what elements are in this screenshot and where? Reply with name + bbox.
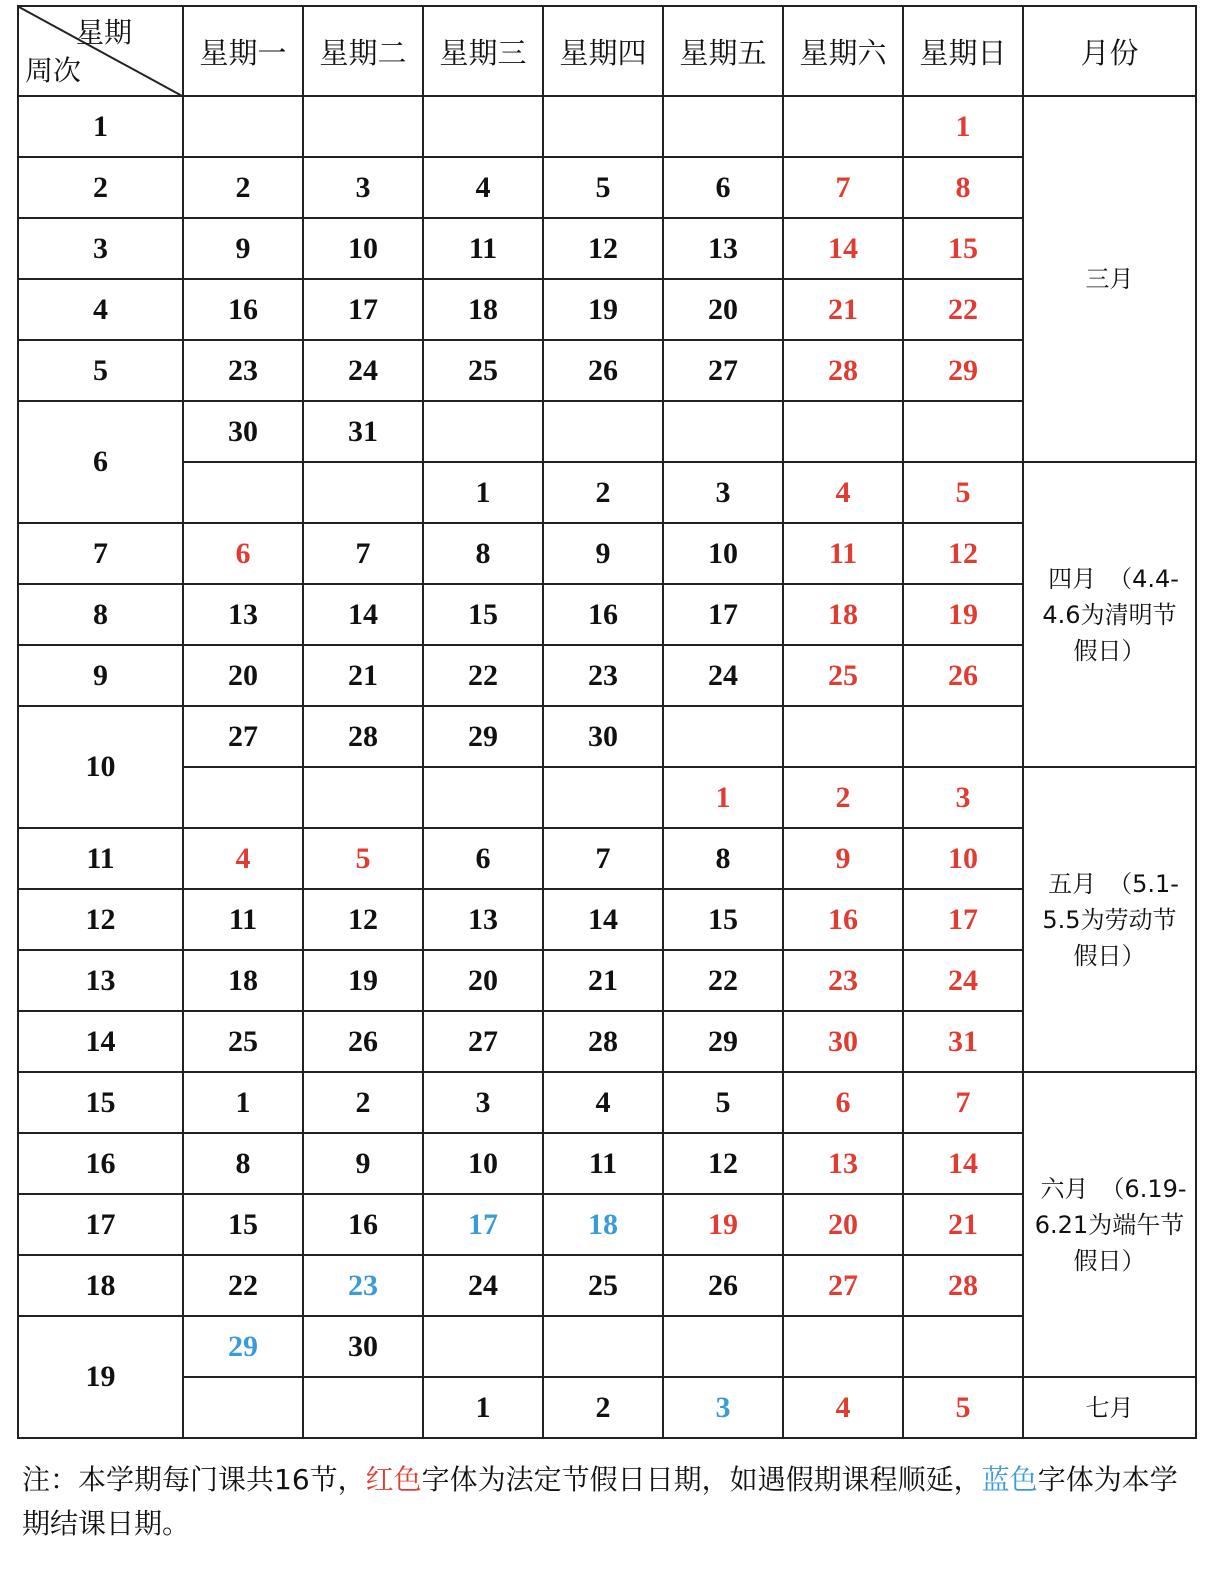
table-row bbox=[18, 645, 1196, 706]
date-cell: 29 bbox=[663, 1011, 783, 1072]
header-row bbox=[18, 6, 1196, 96]
date-cell: 24 bbox=[903, 950, 1023, 1011]
date-cell: 11 bbox=[423, 218, 543, 279]
date-cell bbox=[783, 96, 903, 157]
date-cell bbox=[183, 96, 303, 157]
week-number-cell: 18 bbox=[18, 1255, 183, 1316]
date-cell: 9 bbox=[303, 1133, 423, 1194]
week-number-cell: 16 bbox=[18, 1133, 183, 1194]
month-label-line: 6.21为端午节 bbox=[1034, 1210, 1185, 1239]
date-cell: 31 bbox=[903, 1011, 1023, 1072]
week-number-cell: 13 bbox=[18, 950, 183, 1011]
table-row bbox=[18, 340, 1196, 401]
date-cell: 30 bbox=[303, 1316, 423, 1377]
date-cell: 15 bbox=[903, 218, 1023, 279]
week-number-cell: 10 bbox=[18, 706, 183, 828]
date-cell: 3 bbox=[903, 767, 1023, 828]
date-cell: 1 bbox=[903, 96, 1023, 157]
date-cell: 20 bbox=[783, 1194, 903, 1255]
table-row bbox=[18, 1316, 1196, 1377]
date-cell: 27 bbox=[663, 340, 783, 401]
date-cell: 27 bbox=[783, 1255, 903, 1316]
date-cell: 19 bbox=[303, 950, 423, 1011]
date-cell: 2 bbox=[543, 462, 663, 523]
month-label-line: 5.5为劳动节 bbox=[1042, 905, 1177, 934]
date-cell: 16 bbox=[183, 279, 303, 340]
corner-weekday-label: 星期 bbox=[75, 16, 132, 49]
date-cell: 8 bbox=[183, 1133, 303, 1194]
table-row bbox=[18, 828, 1196, 889]
date-cell: 12 bbox=[543, 218, 663, 279]
date-cell: 4 bbox=[423, 157, 543, 218]
date-cell: 27 bbox=[423, 1011, 543, 1072]
date-cell: 18 bbox=[783, 584, 903, 645]
month-label-line: 假日） bbox=[1073, 941, 1146, 970]
date-cell: 15 bbox=[183, 1194, 303, 1255]
date-cell: 22 bbox=[663, 950, 783, 1011]
date-cell: 23 bbox=[183, 340, 303, 401]
date-cell bbox=[183, 1377, 303, 1438]
date-cell: 6 bbox=[783, 1072, 903, 1133]
date-cell bbox=[543, 96, 663, 157]
date-cell: 16 bbox=[783, 889, 903, 950]
date-cell bbox=[183, 767, 303, 828]
date-cell bbox=[543, 401, 663, 462]
date-cell: 2 bbox=[543, 1377, 663, 1438]
date-cell: 29 bbox=[423, 706, 543, 767]
date-cell bbox=[303, 96, 423, 157]
date-cell: 16 bbox=[303, 1194, 423, 1255]
month-label bbox=[1040, 866, 1179, 974]
date-cell: 25 bbox=[183, 1011, 303, 1072]
month-label-line: 4.6为清明节 bbox=[1042, 600, 1177, 629]
date-cell: 14 bbox=[903, 1133, 1023, 1194]
date-cell: 5 bbox=[543, 157, 663, 218]
date-cell: 6 bbox=[183, 523, 303, 584]
date-cell: 28 bbox=[303, 706, 423, 767]
date-cell: 9 bbox=[783, 828, 903, 889]
date-cell: 26 bbox=[903, 645, 1023, 706]
date-cell: 24 bbox=[663, 645, 783, 706]
date-cell: 17 bbox=[303, 279, 423, 340]
date-cell: 15 bbox=[663, 889, 783, 950]
month-header: 月份 bbox=[1023, 6, 1196, 96]
semester-calendar-table bbox=[17, 5, 1197, 1439]
date-cell: 14 bbox=[783, 218, 903, 279]
footnote bbox=[22, 1458, 1192, 1546]
date-cell: 26 bbox=[663, 1255, 783, 1316]
table-row bbox=[18, 767, 1196, 828]
table-row bbox=[18, 157, 1196, 218]
date-cell bbox=[663, 706, 783, 767]
note-red-word: 红色 bbox=[365, 1463, 422, 1496]
date-cell: 17 bbox=[903, 889, 1023, 950]
date-cell: 4 bbox=[183, 828, 303, 889]
date-cell: 6 bbox=[423, 828, 543, 889]
date-cell: 28 bbox=[903, 1255, 1023, 1316]
date-cell: 5 bbox=[663, 1072, 783, 1133]
date-cell: 21 bbox=[903, 1194, 1023, 1255]
month-label-line: 假日） bbox=[1073, 636, 1146, 665]
table-row bbox=[18, 462, 1196, 523]
date-cell: 22 bbox=[183, 1255, 303, 1316]
month-cell bbox=[1023, 767, 1196, 1072]
month-cell: 七月 bbox=[1023, 1377, 1196, 1438]
date-cell: 12 bbox=[903, 523, 1023, 584]
date-cell: 13 bbox=[783, 1133, 903, 1194]
date-cell: 19 bbox=[903, 584, 1023, 645]
date-cell bbox=[903, 706, 1023, 767]
date-cell: 24 bbox=[423, 1255, 543, 1316]
table-row bbox=[18, 96, 1196, 157]
date-cell: 12 bbox=[663, 1133, 783, 1194]
week-number-cell: 12 bbox=[18, 889, 183, 950]
date-cell: 30 bbox=[183, 401, 303, 462]
date-cell: 10 bbox=[303, 218, 423, 279]
week-number-cell: 5 bbox=[18, 340, 183, 401]
corner-week-label: 周次 bbox=[25, 54, 82, 87]
week-number-cell: 2 bbox=[18, 157, 183, 218]
date-cell: 26 bbox=[303, 1011, 423, 1072]
month-label-line: 六月 （6.19- bbox=[1040, 1174, 1187, 1203]
table-row bbox=[18, 218, 1196, 279]
date-cell: 13 bbox=[183, 584, 303, 645]
date-cell bbox=[663, 96, 783, 157]
date-cell: 14 bbox=[543, 889, 663, 950]
date-cell: 23 bbox=[303, 1255, 423, 1316]
month-cell bbox=[1023, 462, 1196, 767]
week-number-cell: 15 bbox=[18, 1072, 183, 1133]
date-cell: 3 bbox=[663, 462, 783, 523]
week-number-cell: 4 bbox=[18, 279, 183, 340]
date-cell: 21 bbox=[543, 950, 663, 1011]
date-cell bbox=[423, 401, 543, 462]
date-cell: 3 bbox=[303, 157, 423, 218]
date-cell: 25 bbox=[783, 645, 903, 706]
day-header-thu: 星期四 bbox=[543, 6, 663, 96]
week-number-cell: 3 bbox=[18, 218, 183, 279]
month-label-line: 五月 （5.1- bbox=[1048, 869, 1179, 898]
date-cell: 22 bbox=[423, 645, 543, 706]
date-cell: 6 bbox=[663, 157, 783, 218]
month-cell: 三月 bbox=[1023, 96, 1196, 462]
date-cell: 15 bbox=[423, 584, 543, 645]
date-cell: 7 bbox=[303, 523, 423, 584]
calendar-body bbox=[18, 96, 1196, 1438]
date-cell: 2 bbox=[183, 157, 303, 218]
date-cell: 18 bbox=[543, 1194, 663, 1255]
table-row bbox=[18, 279, 1196, 340]
week-number-cell: 19 bbox=[18, 1316, 183, 1438]
day-header-mon: 星期一 bbox=[183, 6, 303, 96]
date-cell: 22 bbox=[903, 279, 1023, 340]
day-header-fri: 星期五 bbox=[663, 6, 783, 96]
date-cell: 26 bbox=[543, 340, 663, 401]
date-cell bbox=[663, 1316, 783, 1377]
table-row bbox=[18, 1377, 1196, 1438]
date-cell bbox=[663, 401, 783, 462]
date-cell: 1 bbox=[423, 462, 543, 523]
table-row bbox=[18, 950, 1196, 1011]
date-cell bbox=[183, 462, 303, 523]
table-row bbox=[18, 889, 1196, 950]
date-cell: 10 bbox=[423, 1133, 543, 1194]
date-cell: 4 bbox=[543, 1072, 663, 1133]
date-cell bbox=[423, 767, 543, 828]
table-row bbox=[18, 1194, 1196, 1255]
date-cell: 18 bbox=[183, 950, 303, 1011]
date-cell: 3 bbox=[663, 1377, 783, 1438]
day-header-wed: 星期三 bbox=[423, 6, 543, 96]
table-row bbox=[18, 1011, 1196, 1072]
date-cell: 11 bbox=[543, 1133, 663, 1194]
date-cell: 21 bbox=[303, 645, 423, 706]
week-number-cell: 14 bbox=[18, 1011, 183, 1072]
note-blue-word: 蓝色 bbox=[981, 1463, 1038, 1496]
table-row bbox=[18, 1072, 1196, 1133]
date-cell: 4 bbox=[783, 1377, 903, 1438]
week-number-cell: 1 bbox=[18, 96, 183, 157]
date-cell bbox=[783, 1316, 903, 1377]
date-cell: 20 bbox=[663, 279, 783, 340]
date-cell: 23 bbox=[543, 645, 663, 706]
month-cell bbox=[1023, 1072, 1196, 1377]
date-cell: 19 bbox=[663, 1194, 783, 1255]
table-row bbox=[18, 1255, 1196, 1316]
month-label bbox=[1032, 1171, 1186, 1279]
note-text-3: 字体为本学期结课日期。 bbox=[22, 1463, 1178, 1540]
date-cell: 29 bbox=[183, 1316, 303, 1377]
date-cell: 5 bbox=[903, 1377, 1023, 1438]
date-cell: 12 bbox=[303, 889, 423, 950]
date-cell bbox=[903, 1316, 1023, 1377]
week-number-cell: 11 bbox=[18, 828, 183, 889]
month-label bbox=[1040, 561, 1179, 669]
date-cell: 16 bbox=[543, 584, 663, 645]
date-cell: 10 bbox=[663, 523, 783, 584]
date-cell: 27 bbox=[183, 706, 303, 767]
date-cell: 4 bbox=[783, 462, 903, 523]
date-cell: 11 bbox=[783, 523, 903, 584]
date-cell: 25 bbox=[423, 340, 543, 401]
note-text-1: 注：本学期每门课共16节， bbox=[22, 1463, 366, 1496]
date-cell: 8 bbox=[663, 828, 783, 889]
date-cell: 5 bbox=[303, 828, 423, 889]
date-cell: 7 bbox=[543, 828, 663, 889]
table-row bbox=[18, 1133, 1196, 1194]
date-cell: 18 bbox=[423, 279, 543, 340]
date-cell: 9 bbox=[543, 523, 663, 584]
day-header-sat: 星期六 bbox=[783, 6, 903, 96]
week-number-cell: 8 bbox=[18, 584, 183, 645]
date-cell: 7 bbox=[903, 1072, 1023, 1133]
date-cell bbox=[423, 1316, 543, 1377]
date-cell: 14 bbox=[303, 584, 423, 645]
month-label-line: 假日） bbox=[1073, 1246, 1146, 1275]
date-cell: 29 bbox=[903, 340, 1023, 401]
date-cell: 23 bbox=[783, 950, 903, 1011]
table-row bbox=[18, 584, 1196, 645]
date-cell: 1 bbox=[183, 1072, 303, 1133]
date-cell: 3 bbox=[423, 1072, 543, 1133]
date-cell: 25 bbox=[543, 1255, 663, 1316]
date-cell: 31 bbox=[303, 401, 423, 462]
table-row bbox=[18, 523, 1196, 584]
date-cell: 17 bbox=[663, 584, 783, 645]
date-cell: 2 bbox=[783, 767, 903, 828]
date-cell: 8 bbox=[423, 523, 543, 584]
date-cell: 5 bbox=[903, 462, 1023, 523]
corner-header-cell bbox=[18, 6, 183, 96]
note-text-2: 字体为法定节假日日期，如遇假期课程顺延， bbox=[421, 1463, 982, 1496]
date-cell bbox=[423, 96, 543, 157]
date-cell: 20 bbox=[183, 645, 303, 706]
date-cell: 28 bbox=[543, 1011, 663, 1072]
table-row bbox=[18, 706, 1196, 767]
date-cell bbox=[303, 1377, 423, 1438]
date-cell: 9 bbox=[183, 218, 303, 279]
date-cell: 1 bbox=[423, 1377, 543, 1438]
date-cell: 11 bbox=[183, 889, 303, 950]
date-cell bbox=[543, 1316, 663, 1377]
day-header-tue: 星期二 bbox=[303, 6, 423, 96]
day-header-sun: 星期日 bbox=[903, 6, 1023, 96]
date-cell bbox=[543, 767, 663, 828]
week-number-cell: 17 bbox=[18, 1194, 183, 1255]
week-number-cell: 9 bbox=[18, 645, 183, 706]
date-cell: 20 bbox=[423, 950, 543, 1011]
date-cell: 1 bbox=[663, 767, 783, 828]
date-cell bbox=[783, 401, 903, 462]
date-cell: 30 bbox=[543, 706, 663, 767]
date-cell: 13 bbox=[663, 218, 783, 279]
week-number-cell: 6 bbox=[18, 401, 183, 523]
date-cell: 8 bbox=[903, 157, 1023, 218]
date-cell: 10 bbox=[903, 828, 1023, 889]
date-cell: 2 bbox=[303, 1072, 423, 1133]
date-cell: 13 bbox=[423, 889, 543, 950]
date-cell bbox=[783, 706, 903, 767]
date-cell bbox=[903, 401, 1023, 462]
date-cell bbox=[303, 767, 423, 828]
table-row bbox=[18, 401, 1196, 462]
date-cell: 17 bbox=[423, 1194, 543, 1255]
date-cell: 7 bbox=[783, 157, 903, 218]
date-cell: 19 bbox=[543, 279, 663, 340]
date-cell bbox=[303, 462, 423, 523]
month-label-line: 四月 （4.4- bbox=[1048, 564, 1179, 593]
date-cell: 28 bbox=[783, 340, 903, 401]
date-cell: 21 bbox=[783, 279, 903, 340]
week-number-cell: 7 bbox=[18, 523, 183, 584]
date-cell: 24 bbox=[303, 340, 423, 401]
date-cell: 30 bbox=[783, 1011, 903, 1072]
